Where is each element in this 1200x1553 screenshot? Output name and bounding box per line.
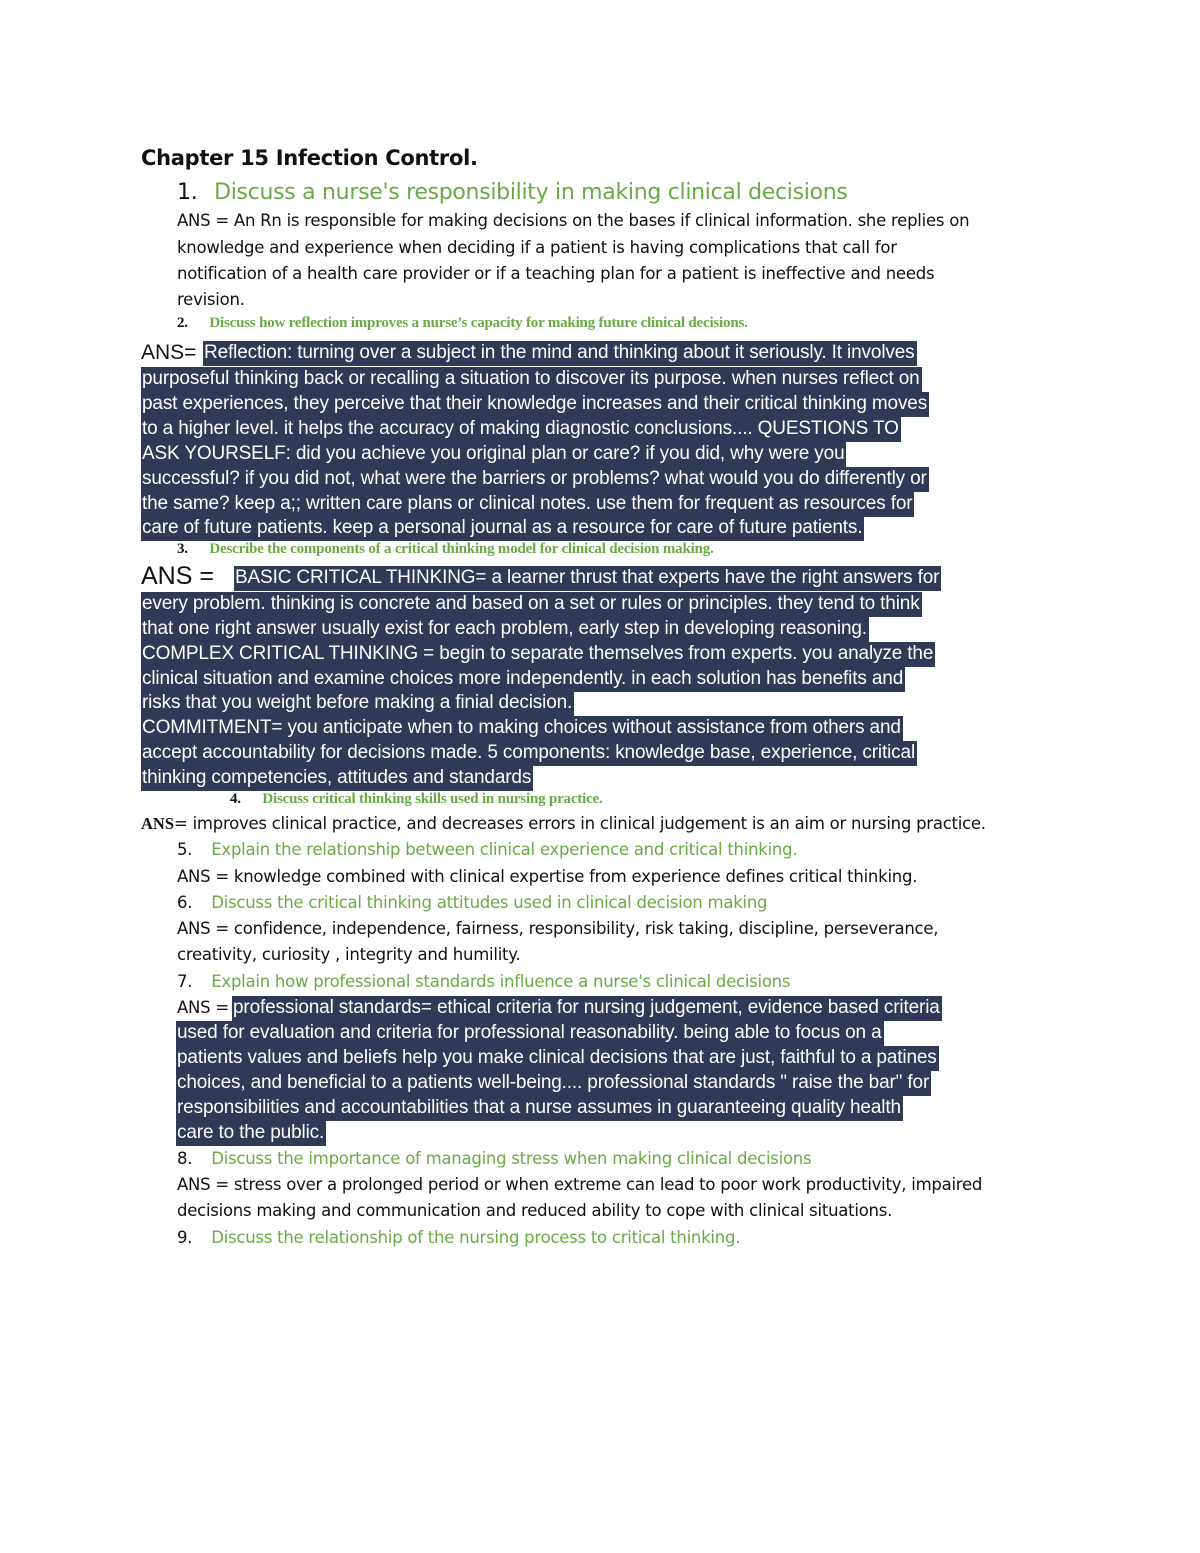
answer-2-line-8: care of future patients. keep a personal journal as a resource for care of future patients.: [141, 516, 864, 541]
answer-7-line-5: responsibilities and accountabilities that a nurse assumes in guaranteeing quality health: [176, 1096, 903, 1121]
answer-6-line-1: ANS = confidence, independence, fairness, responsibility, risk taking, discipline, perseverance,: [177, 919, 939, 938]
answer-1-line-3: notification of a health care provider or if a teaching plan for a patient is ineffective and needs: [177, 264, 935, 283]
answer-3-line-5: clinical situation and examine choices more independently. in each solution has benefits and: [141, 667, 905, 692]
answer-3-line-1: BASIC CRITICAL THINKING= a learner thrust that experts have the right answers for: [234, 566, 941, 591]
answer-label: ANS =: [177, 998, 229, 1017]
question-4: [230, 791, 603, 808]
answer-2-line-1: Reflection: turning over a subject in the mind and thinking about it seriously. It involves: [203, 341, 917, 366]
question-1: [177, 180, 848, 205]
answer-3-line-3: that one right answer usually exist for each problem, early step in developing reasoning.: [141, 617, 869, 642]
question-number: 5.: [177, 840, 193, 859]
answer-2-line-4: to a higher level. it helps the accuracy of making diagnostic conclusions.... QUESTIONS TO: [141, 417, 901, 442]
answer-2-line-3: past experiences, they perceive that their knowledge increases and their critical thinking moves: [141, 392, 929, 417]
answer-label: ANS =: [141, 562, 214, 590]
page-title: Chapter 15 Infection Control.: [141, 146, 478, 170]
answer-7-line-1: professional standards= ethical criteria for nursing judgement, evidence based criteria: [232, 996, 942, 1021]
question-number: 7.: [177, 972, 193, 991]
answer-3-line-8: accept accountability for decisions made. 5 components: knowledge base, experience, critical: [141, 741, 917, 766]
question-text: Discuss a nurse's responsibility in making clinical decisions: [214, 180, 848, 205]
question-text: Discuss the critical thinking attitudes used in clinical decision making: [211, 893, 768, 912]
question-6: [177, 893, 767, 912]
question-7: [177, 972, 790, 991]
question-text: Explain the relationship between clinical experience and critical thinking.: [211, 840, 798, 859]
answer-label: ANS: [141, 814, 175, 833]
answer-3-line-4: COMPLEX CRITICAL THINKING = begin to separate themselves from experts. you analyze the: [141, 642, 935, 667]
question-9: [177, 1228, 740, 1247]
answer-8-line-1: ANS = stress over a prolonged period or when extreme can lead to poor work productivity, impaired: [177, 1175, 983, 1194]
answer-2-line-6: successful? if you did not, what were the barriers or problems? what would you do differently or: [141, 467, 929, 492]
answer-6-line-2: creativity, curiosity , integrity and humility.: [177, 945, 521, 964]
answer-3-line-2: every problem. thinking is concrete and based on a set or rules or principles. they tend to think: [141, 592, 922, 617]
question-text: Discuss critical thinking skills used in nursing practice.: [262, 791, 603, 807]
question-3: [177, 541, 714, 558]
question-number: 1.: [177, 180, 198, 205]
answer-3-line-6: risks that you weight before making a finial decision.: [141, 691, 574, 716]
answer-1-line-1: ANS = An Rn is responsible for making decisions on the bases if clinical information. she replies on: [177, 211, 970, 230]
answer-4: [141, 814, 986, 834]
answer-1-line-4: revision.: [177, 290, 245, 309]
question-number: 2.: [177, 315, 188, 331]
answer-7-line-3: patients values and beliefs help you make clinical decisions that are just, faithful to a patines: [176, 1046, 939, 1071]
question-number: 4.: [230, 791, 241, 807]
question-number: 9.: [177, 1228, 193, 1247]
question-text: Discuss the relationship of the nursing process to critical thinking.: [211, 1228, 741, 1247]
question-text: Explain how professional standards influence a nurse's clinical decisions: [211, 972, 791, 991]
question-number: 3.: [177, 541, 188, 557]
answer-text: = improves clinical practice, and decreases errors in clinical judgement is an aim or nursing practice.: [174, 814, 986, 833]
question-text: Describe the components of a critical thinking model for clinical decision making.: [209, 541, 714, 557]
question-8: [177, 1149, 811, 1168]
answer-8-line-2: decisions making and communication and reduced ability to cope with clinical situations.: [177, 1201, 893, 1220]
answer-5: ANS = knowledge combined with clinical expertise from experience defines critical thinking.: [177, 867, 918, 886]
answer-3-line-9: thinking competencies, attitudes and standards: [141, 766, 533, 791]
question-number: 8.: [177, 1149, 193, 1168]
answer-7-line-6: care to the public.: [176, 1121, 326, 1146]
answer-7-line-2: used for evaluation and criteria for professional reasonability. being able to focus on a: [176, 1021, 884, 1046]
question-2: [177, 315, 748, 332]
question-number: 6.: [177, 893, 193, 912]
answer-label: ANS=: [141, 341, 197, 364]
question-text: Discuss how reflection improves a nurse’s capacity for making future clinical decisions.: [209, 315, 748, 331]
question-5: [177, 840, 797, 859]
answer-2-line-7: the same? keep a;; written care plans or clinical notes. use them for frequent as resources for: [141, 492, 914, 517]
answer-7-line-4: choices, and beneficial to a patients well-being.... professional standards " raise the bar" for: [176, 1071, 931, 1096]
answer-2-line-2: purposeful thinking back or recalling a situation to discover its purpose. when nurses reflect on: [141, 367, 922, 392]
answer-1-line-2: knowledge and experience when deciding if a patient is having complications that call for: [177, 238, 897, 257]
answer-3-line-7: COMMITMENT= you anticipate when to making choices without assistance from others and: [141, 716, 903, 741]
answer-2-line-5: ASK YOURSELF: did you achieve you original plan or care? if you did, why were you: [141, 442, 846, 467]
question-text: Discuss the importance of managing stress when making clinical decisions: [211, 1149, 812, 1168]
